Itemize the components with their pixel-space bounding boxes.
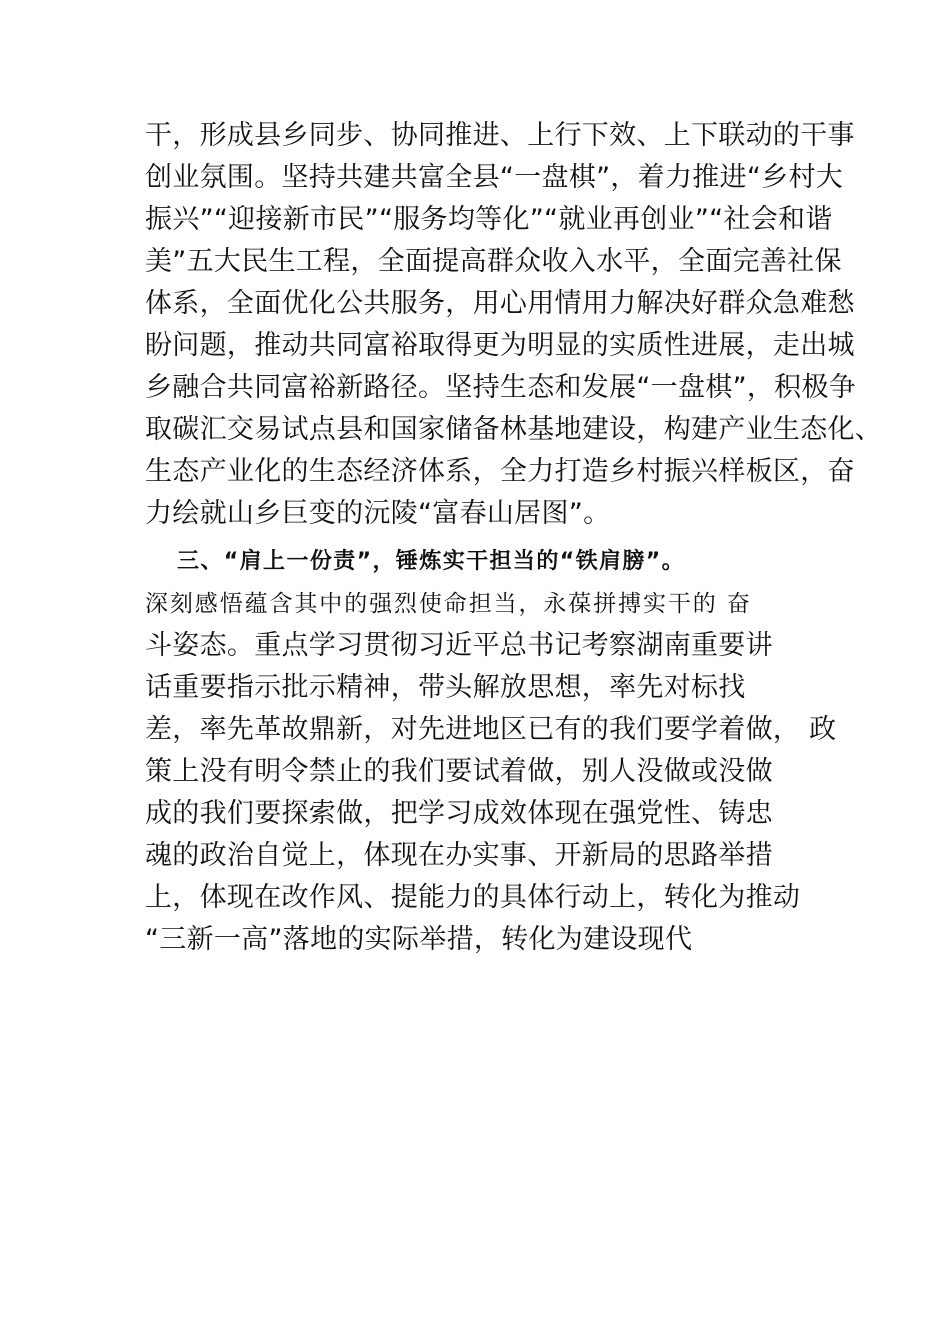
text-line-17: 成的我们要探索做，把学习成效体现在强党性、铸忠 [145,798,773,829]
text-line-10: 力绘就山乡巨变的沅陵“富春山居图”。 [145,498,611,529]
text-line-12: 深刻感悟蕴含其中的强烈使命担当，永葆拼搏实干的 奋 [145,591,752,617]
text-line-1: 干，形成县乡同步、协同推进、上行下效、上下联动的干事 [145,120,855,151]
text-line-13: 斗姿态。重点学习贯彻习近平总书记考察湖南重要讲 [145,630,773,661]
text-line-18: 魂的政治自觉上，体现在办实事、开新局的思路举措 [145,840,773,871]
text-line-9: 生态产业化的生态经济体系，全力打造乡村振兴样板区，奋 [145,456,855,487]
text-line-6: 盼问题，推动共同富裕取得更为明显的实质性进展，走出城 [145,330,855,361]
text-line-5: 体系，全面优化公共服务，用心用情用力解决好群众急难愁 [145,288,855,319]
text-line-8: 取碳汇交易试点县和国家储备林基地建设，构建产业生态化、 [145,414,883,445]
text-line-14: 话重要指示批示精神，带头解放思想，率先对标找 [145,672,746,703]
text-line-15: 差，率先革故鼎新，对先进地区已有的我们要学着做， 政 [145,714,837,745]
section-heading: 三、“肩上一份责”，锤炼实干担当的“铁肩膀”。 [177,549,686,574]
text-line-4: 美”五大民生工程，全面提高群众收入水平，全面完善社保 [145,246,842,277]
text-line-3: 振兴”“迎接新市民”“服务均等化”“就业再创业”“社会和谐 [145,204,833,235]
text-line-7: 乡融合共同富裕新路径。坚持生态和发展“一盘棋”，积极争 [145,372,857,403]
body-text [145,115,883,961]
text-line-16: 策上没有明令禁止的我们要试着做，别人没做或没做 [145,756,773,787]
text-line-20: “三新一高”落地的实际举措，转化为建设现代 [145,924,693,955]
text-line-19: 上，体现在改作风、提能力的具体行动上，转化为推动 [145,882,801,913]
text-line-2: 创业氛围。坚持共建共富全县“一盘棋”，着力推进“乡村大 [145,162,844,193]
